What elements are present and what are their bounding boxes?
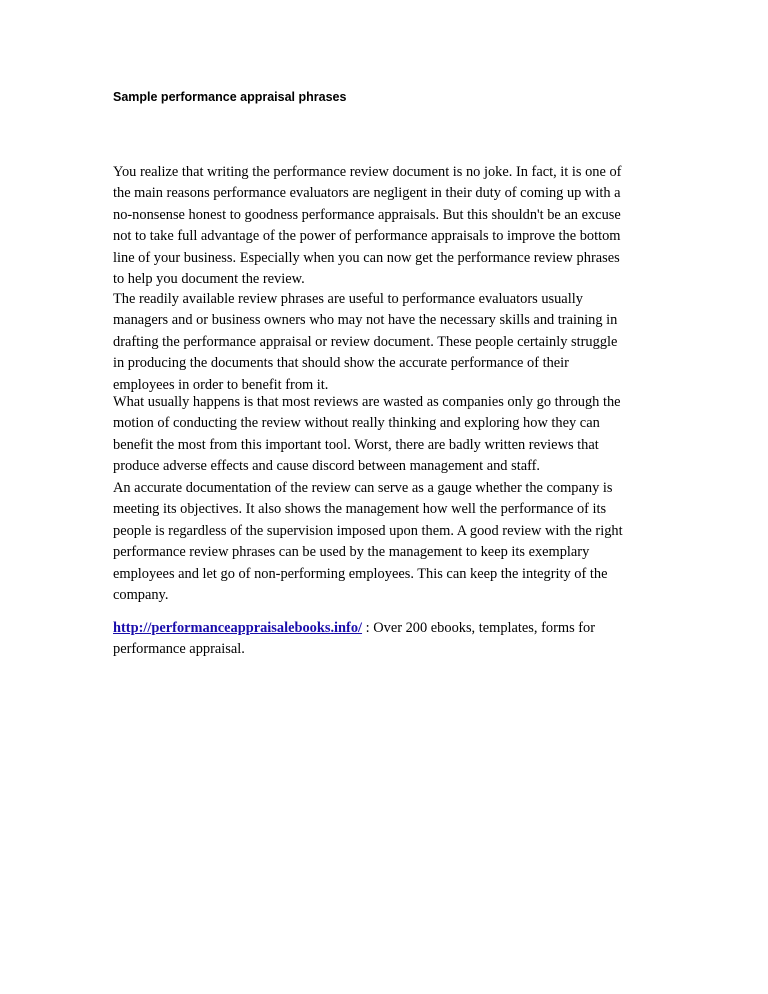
ebooks-link[interactable]: http://performanceappraisalebooks.info/ bbox=[113, 620, 363, 636]
paragraph-2 bbox=[113, 289, 658, 396]
footer-text: : Over 200 ebooks, templates, forms for bbox=[362, 620, 596, 636]
document-title: Sample performance appraisal phrases bbox=[113, 90, 347, 104]
paragraph-line: benefit the most from this important tool. Worst, there are badly written reviews that bbox=[113, 436, 599, 453]
paragraph-line: An accurate documentation of the review can serve as a gauge whether the company is bbox=[113, 480, 613, 496]
paragraph-line: people is regardless of the supervision imposed upon them. A good review with the right bbox=[113, 522, 623, 539]
paragraph-line: company. bbox=[113, 587, 169, 604]
footer-line-2: performance appraisal. bbox=[113, 641, 245, 658]
paragraph-line: managers and or business owners who may not have the necessary skills and training in bbox=[113, 312, 618, 329]
paragraph-4 bbox=[113, 478, 658, 606]
paragraph-line: meeting its objectives. It also shows the management how well the performance of its bbox=[113, 501, 607, 518]
paragraph-line: You realize that writing the performance review document is no joke. In fact, it is one of bbox=[113, 164, 622, 180]
paragraph-line: not to take full advantage of the power of performance appraisals to improve the bottom bbox=[113, 228, 621, 245]
paragraph-line: motion of conducting the review without really thinking and exploring how they can bbox=[113, 415, 600, 432]
paragraph-line: to help you document the review. bbox=[113, 271, 305, 288]
paragraph-line: performance review phrases can be used by the management to keep its exemplary bbox=[113, 544, 590, 561]
paragraph-line: the main reasons performance evaluators are negligent in their duty of coming up with a bbox=[113, 185, 621, 202]
footer-line bbox=[113, 618, 658, 639]
paragraph-line: employees in order to benefit from it. bbox=[113, 376, 329, 393]
paragraph-line: drafting the performance appraisal or review document. These people certainly struggle bbox=[113, 333, 618, 350]
paragraph-line: The readily available review phrases are useful to performance evaluators usually bbox=[113, 291, 583, 307]
paragraph-line: employees and let go of non-performing employees. This can keep the integrity of the bbox=[113, 565, 608, 582]
paragraph-line: in producing the documents that should show the accurate performance of their bbox=[113, 355, 569, 372]
paragraph-line: no-nonsense honest to goodness performance appraisals. But this shouldn't be an excuse bbox=[113, 206, 621, 223]
paragraph-1 bbox=[113, 162, 658, 290]
footer-paragraph bbox=[113, 618, 658, 661]
paragraph-3 bbox=[113, 392, 658, 478]
paragraph-line: produce adverse effects and cause discord between management and staff. bbox=[113, 458, 541, 475]
paragraph-line: line of your business. Especially when you can now get the performance review phrases bbox=[113, 249, 620, 266]
paragraph-line: What usually happens is that most reviews are wasted as companies only go through the bbox=[113, 394, 621, 410]
